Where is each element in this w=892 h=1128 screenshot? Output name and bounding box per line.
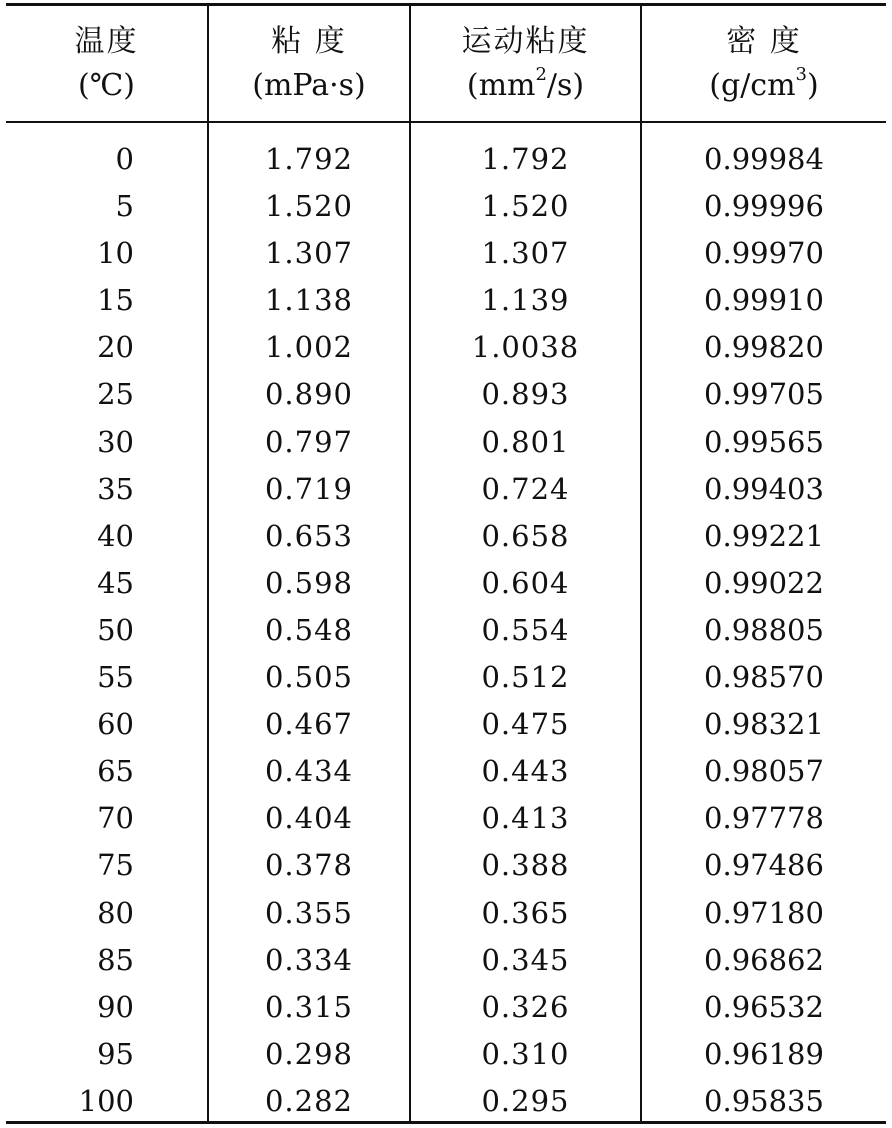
- table-row: [6, 1078, 886, 1125]
- cell-viscosity: 0.467: [264, 707, 354, 742]
- table-row: [6, 701, 886, 748]
- header-unit: (℃): [78, 67, 135, 103]
- cell-kinematic-viscosity: 0.413: [481, 801, 570, 836]
- cell-density: 0.99970: [704, 236, 824, 271]
- cell-kinematic-viscosity: 0.801: [481, 424, 570, 459]
- table-row: [6, 984, 886, 1031]
- cell-viscosity: 0.298: [264, 1036, 354, 1071]
- cell-density: 0.99403: [704, 471, 824, 506]
- cell-density: 0.95835: [704, 1083, 824, 1118]
- cell-kinematic-viscosity: 0.658: [481, 518, 570, 553]
- cell-kinematic-viscosity: 0.365: [481, 895, 570, 930]
- cell-temperature: 45: [97, 565, 134, 600]
- cell-temperature: 40: [97, 518, 134, 553]
- cell-viscosity: 1.307: [264, 236, 354, 271]
- cell-density: 0.96189: [704, 1036, 824, 1071]
- cell-temperature: 70: [97, 801, 134, 836]
- table-body: [6, 136, 886, 1125]
- cell-kinematic-viscosity: 0.475: [481, 707, 570, 742]
- cell-density: 0.96862: [704, 942, 824, 977]
- table-row: [6, 607, 886, 654]
- cell-viscosity: 1.138: [264, 283, 354, 318]
- table-row: [6, 748, 886, 795]
- cell-kinematic-viscosity: 0.554: [481, 612, 570, 647]
- cell-viscosity: 0.797: [264, 424, 354, 459]
- cell-viscosity: 1.520: [264, 189, 354, 224]
- cell-kinematic-viscosity: 0.345: [481, 942, 570, 977]
- table-row: [6, 136, 886, 183]
- cell-density: 0.99022: [704, 565, 824, 600]
- cell-kinematic-viscosity: 0.388: [481, 848, 570, 883]
- header-density: [642, 6, 886, 121]
- cell-density: 0.99820: [704, 330, 824, 365]
- table-row: [6, 324, 886, 371]
- cell-kinematic-viscosity: 1.139: [481, 283, 570, 318]
- table-row: [6, 466, 886, 513]
- cell-temperature: 90: [97, 989, 134, 1024]
- cell-viscosity: 0.334: [264, 942, 354, 977]
- table-row: [6, 654, 886, 701]
- cell-density: 0.99221: [704, 518, 824, 553]
- table-header: [6, 6, 886, 121]
- cell-kinematic-viscosity: 0.326: [481, 989, 570, 1024]
- cell-temperature: 80: [97, 895, 134, 930]
- cell-density: 0.99910: [704, 283, 824, 318]
- cell-viscosity: 0.719: [264, 471, 354, 506]
- cell-density: 0.99565: [704, 424, 824, 459]
- cell-temperature: 15: [97, 283, 134, 318]
- cell-viscosity: 0.282: [264, 1083, 354, 1118]
- cell-density: 0.97486: [704, 848, 824, 883]
- cell-temperature: 25: [97, 377, 134, 412]
- cell-temperature: 55: [97, 660, 134, 695]
- cell-viscosity: 1.792: [264, 142, 354, 176]
- cell-viscosity: 0.404: [264, 801, 354, 836]
- cell-temperature: 5: [115, 189, 134, 224]
- cell-density: 0.99984: [704, 142, 824, 176]
- header-unit: $(mm^2/s)$: [466, 63, 585, 103]
- cell-viscosity: 0.548: [264, 612, 354, 647]
- table-row: [6, 560, 886, 607]
- cell-density: 0.96532: [704, 989, 824, 1024]
- cell-kinematic-viscosity: 0.724: [481, 471, 570, 506]
- cell-kinematic-viscosity: 1.792: [481, 142, 570, 176]
- table-row: [6, 371, 886, 418]
- header-temperature: [6, 6, 207, 121]
- cell-kinematic-viscosity: 0.310: [481, 1036, 570, 1071]
- header-label: 温度: [74, 23, 139, 59]
- header-viscosity: [209, 6, 409, 121]
- table-row: [6, 513, 886, 560]
- header-label: 粘 度: [271, 23, 347, 59]
- table-row: [6, 183, 886, 230]
- table-row: [6, 795, 886, 842]
- header-unit: (mPa·s): [252, 67, 366, 103]
- header-kinematic-viscosity: [411, 6, 640, 121]
- cell-viscosity: 0.434: [264, 754, 354, 789]
- table-row: [6, 890, 886, 937]
- cell-kinematic-viscosity: 1.0038: [471, 330, 580, 365]
- cell-viscosity: 0.653: [264, 518, 354, 553]
- cell-temperature: 20: [97, 330, 134, 365]
- cell-kinematic-viscosity: 0.443: [481, 754, 570, 789]
- cell-kinematic-viscosity: 0.512: [481, 660, 570, 695]
- cell-kinematic-viscosity: 0.893: [481, 377, 570, 412]
- header-unit: $(g/cm^3)$: [709, 63, 819, 103]
- cell-temperature: 0: [115, 142, 134, 176]
- cell-density: 0.98057: [704, 754, 824, 789]
- table-row: [6, 230, 886, 277]
- cell-density: 0.97180: [704, 895, 824, 930]
- cell-viscosity: 1.002: [264, 330, 354, 365]
- cell-temperature: 10: [97, 236, 134, 271]
- cell-temperature: 100: [78, 1083, 134, 1118]
- cell-viscosity: 0.505: [264, 660, 354, 695]
- table-row: [6, 842, 886, 889]
- cell-density: 0.98321: [704, 707, 824, 742]
- table-row: [6, 277, 886, 324]
- cell-temperature: 85: [97, 942, 134, 977]
- cell-density: 0.98805: [704, 612, 824, 647]
- cell-temperature: 65: [97, 754, 134, 789]
- table-row: [6, 1031, 886, 1078]
- table-row: [6, 937, 886, 984]
- cell-viscosity: 0.890: [264, 377, 354, 412]
- cell-temperature: 50: [97, 612, 134, 647]
- cell-kinematic-viscosity: 0.295: [481, 1083, 570, 1118]
- cell-viscosity: 0.315: [264, 989, 354, 1024]
- cell-temperature: 75: [97, 848, 134, 883]
- cell-viscosity: 0.355: [264, 895, 354, 930]
- header-rule: [6, 121, 886, 123]
- cell-temperature: 60: [97, 707, 134, 742]
- header-label: 密 度: [726, 23, 802, 59]
- header-label: 运动粘度: [461, 23, 590, 59]
- cell-density: 0.99705: [704, 377, 824, 412]
- cell-density: 0.98570: [704, 660, 824, 695]
- cell-viscosity: 0.598: [264, 565, 354, 600]
- cell-density: 0.99996: [704, 189, 824, 224]
- cell-viscosity: 0.378: [264, 848, 354, 883]
- table-row: [6, 419, 886, 466]
- cell-kinematic-viscosity: 0.604: [481, 565, 570, 600]
- cell-temperature: 35: [97, 471, 134, 506]
- cell-kinematic-viscosity: 1.307: [481, 236, 570, 271]
- cell-temperature: 95: [97, 1036, 134, 1071]
- cell-kinematic-viscosity: 1.520: [481, 189, 570, 224]
- cell-temperature: 30: [97, 424, 134, 459]
- cell-density: 0.97778: [704, 801, 824, 836]
